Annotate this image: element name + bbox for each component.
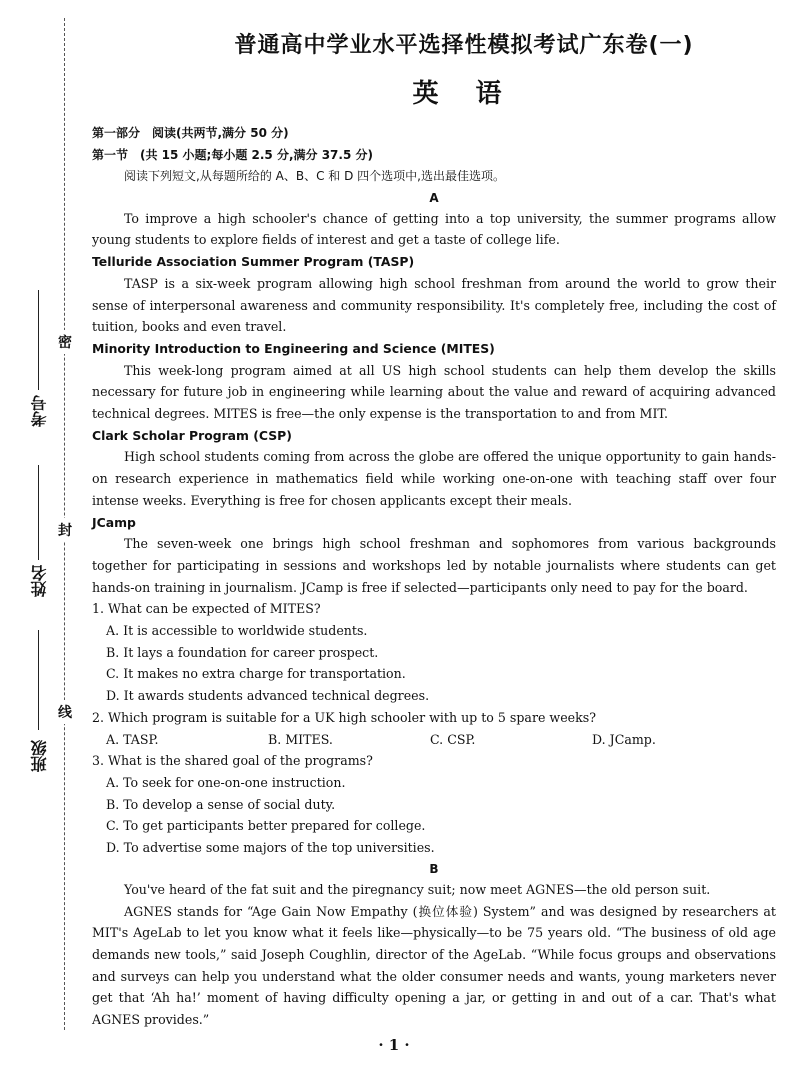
option: B. It lays a foundation for career prospect.: [106, 644, 379, 660]
name-label: 姓名: [30, 565, 49, 597]
question-3: [92, 750, 776, 859]
option: D. JCamp.: [592, 731, 656, 747]
program-name: Clark Scholar Program (CSP): [92, 427, 292, 443]
page-number: · 1 ·: [378, 1036, 410, 1054]
seal-char-xian: 线: [58, 700, 72, 724]
class-label: 班级: [30, 740, 49, 772]
question-stem: 2. Which program is suitable for a UK high schooler with up to 5 spare weeks?: [92, 709, 596, 725]
name-blank: [38, 465, 39, 560]
program-text: The seven-week one brings high school freshman and sophomores from various backgrounds together for participating in sessions and workshops led by notable journalists where students can get hands-on training in journalism. JCamp is free if selected—participants only need to pay for the board.: [92, 536, 776, 595]
program-name: Telluride Association Summer Program (TASP): [92, 254, 415, 270]
option: A. It is accessible to worldwide students.: [106, 623, 368, 639]
option: C. It makes no extra charge for transportation.: [106, 666, 406, 682]
option: B. To develop a sense of social duty.: [106, 796, 336, 812]
program-name: JCamp: [92, 514, 136, 530]
instruction: 阅读下列短文,从每题所给的 A、B、C 和 D 四个选项中,选出最佳选项。: [124, 169, 505, 183]
option: A. TASP.: [106, 731, 159, 747]
binding-margin: [0, 0, 72, 1035]
program-text: This week-long program aimed at all US high school students can help them develop the skills necessary for future job in engineering while learning about the value and reward of acquiring advanced technical degrees. MITES is free—the only expense is the transportation to and from MIT.: [92, 362, 776, 422]
passage-b-letter: B: [429, 861, 439, 876]
passage-b-paragraph: You've heard of the fat suit and the piregnancy suit; now meet AGNES—the old person suit.: [124, 881, 711, 897]
section-heading: 第一节 (共 15 小题;每小题 2.5 分,满分 37.5 分): [92, 148, 373, 162]
exam-page: [92, 0, 776, 1031]
option: D. To advertise some majors of the top universities.: [106, 840, 435, 856]
program-text: TASP is a six-week program allowing high school freshman from around the world to grow their sense of interpersonal awareness and community responsibility. It's completely free, including the cost of tuition, books and even travel.: [92, 275, 776, 335]
question-stem: 3. What is the shared goal of the programs?: [92, 753, 373, 769]
question-stem: 1. What can be expected of MITES?: [92, 601, 321, 617]
option: A. To seek for one-on-one instruction.: [106, 774, 346, 790]
exam-number-blank: [38, 290, 39, 390]
seal-char-mi: 密: [58, 330, 72, 354]
part-heading: 第一部分 阅读(共两节,满分 50 分): [92, 126, 289, 140]
question-2: [92, 707, 776, 750]
subject-title: 英 语: [412, 79, 516, 109]
passage-b-paragraph: AGNES stands for “Age Gain Now Empathy (换位体验) System” and was designed by researchers at MIT's AgeLab to let you know what it feels like—physically—to be 75 years old. “The business of old age demands new tools,” said Joseph Coughlin, director of the AgeLab. “While focus groups and observations and surveys can help you understand what the older consumer needs and wants, young marketers never get that ‘Ah ha!’ moment of having difficulty opening a jar, or getting in and out of a car. That's what AGNES provides.”: [92, 903, 776, 1028]
exam-number-label: 考号: [30, 395, 49, 427]
seal-char-feng: 封: [58, 518, 72, 542]
option: C. CSP.: [430, 731, 476, 747]
passage-a-intro: To improve a high schooler's chance of getting into a top university, the summer programs allow young students to explore fields of interest and get a taste of college life.: [92, 210, 776, 248]
program-text: High school students coming from across the globe are offered the unique opportunity to gain hands-on research experience in mathematics field while working one-on-one with teaching staff over four intense weeks. Everything is free for chosen applicants except their meals.: [92, 449, 776, 508]
option: B. MITES.: [268, 731, 333, 747]
option: C. To get participants better prepared for college.: [106, 818, 426, 834]
question-1: [92, 598, 776, 707]
program-name: Minority Introduction to Engineering and Science (MITES): [92, 340, 495, 356]
passage-a-letter: A: [429, 190, 439, 205]
class-blank: [38, 630, 39, 730]
option: D. It awards students advanced technical degrees.: [106, 688, 430, 704]
exam-title: 普通高中学业水平选择性模拟考试广东卷(一): [234, 33, 694, 58]
